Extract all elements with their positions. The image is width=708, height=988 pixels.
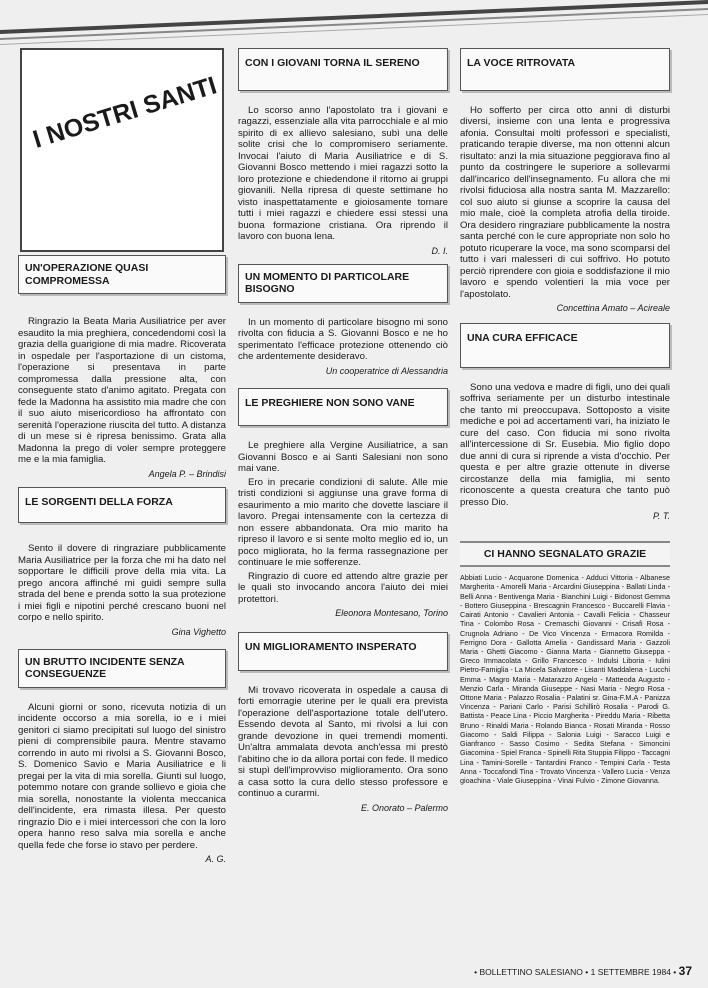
article-signature: E. Onorato – Palermo <box>360 802 448 813</box>
column-right <box>460 48 670 785</box>
article <box>460 48 670 313</box>
article-signature: A. G. <box>205 854 226 865</box>
page-number: 37 <box>678 964 692 978</box>
article-signature: D. I. <box>431 245 448 256</box>
article-heading: UN'OPERAZIONE QUASI COMPROMESSA <box>18 255 226 294</box>
footer-publication: • BOLLETTINO SALESIANO • 1 SETTEMBRE 1984 • <box>474 967 677 977</box>
section-title: I NOSTRI SANTI <box>29 71 220 154</box>
grazie-list <box>460 541 670 785</box>
article-signature: Concettina Amato – Acireale <box>556 303 670 314</box>
article-heading: CON I GIOVANI TORNA IL SERENO <box>238 48 448 91</box>
article <box>18 649 226 865</box>
article <box>238 48 448 256</box>
article-body: Lo scorso anno l'apostolato tra i giovani e ragazzi, essenziale alla vita parrocchiale e al mio spirito di ex allievo salesiano, subì una delle solite crisi che lo compromisero seriamente. Invocai l'aiuto di Maria Ausiliatrice e di S. Giovanni Bosco mettendo i miei ragazzi sotto la loro protezione e chiedendone il ritorno ai gruppi giovanili. Nella ripresa di queste settimane ho visto inaspettatamente e gioiosamente tornare tutti i miei ragazzi e chiedere essi stessi una buona formazione cristiana. Ora riprendo il lavoro con buona lena. <box>238 104 448 243</box>
article-signature: Eleonora Montesano, Torino <box>335 608 448 619</box>
article <box>238 264 448 376</box>
article-body: Sono una vedova e madre di figli, uno dei quali soffriva seriamente per un disturbo intestinale che tanto mi preoccupava. Sottoposto a visite mediche e poi ad accertamenti vari, ha iniziato le cure del caso. Con fiducia mi sono rivolta all'intercessione di Sr. Eusebia. Mio figlio dopo due anni di cura si riprende a vista d'occhio. Per questa e per altre grazie ottenute in diverse circostanze della mia famiglia, mi sento riconoscente a questa creatura che tanto può presso Dio. <box>460 381 670 508</box>
article-body: In un momento di particolare bisogno mi sono rivolta con fiducia a S. Giovanni Bosco e ne ho sperimentato l'efficace protezione ottenendo ciò che ardentemente desideravo. <box>238 316 448 363</box>
grazie-heading: CI HANNO SEGNALATO GRAZIE <box>460 541 670 567</box>
article-heading: LE SORGENTI DELLA FORZA <box>18 487 226 524</box>
article-heading: LA VOCE RITROVATA <box>460 48 670 91</box>
article-signature: Angela P. – Brindisi <box>148 468 226 479</box>
column-left <box>18 255 226 864</box>
article <box>238 632 448 813</box>
article <box>18 255 226 479</box>
article-body: Ho sofferto per circa otto anni di disturbi diversi, insieme con una lenta e progressiva afonia. Consultai molti professori e specialisti, praticando terapie diverse, ma non ottenni alcun risultato: anzi la mia situazione peggiorava fino al punto da costringere le superiore a sollevarmi dall'incarico dell'insegnamento. Fu allora che mi rivolsi fiduciosa alla nostra santa M. Mazzarello: col suo aiuto si giunse a scoprire la causa del mio male, cioè la completa atrofia della tiroide. Ora desidero ringraziare pubblicamente la nostra santa perché con le cure appropriate non solo ho potuto ricuperare la voce, ma sono scomparsi del tutto i vari malesseri di cui soffrivo. Ho potuto perciò riprendere con gioia e soddisfazione il mio lavoro e spendo volentieri la mia voce per l'apostolato. <box>460 104 670 300</box>
article <box>238 388 448 619</box>
column-middle <box>238 48 448 813</box>
article-body: Sento il dovere di ringraziare pubblicamente Maria Ausiliatrice per la forza che mi ha dato nel sopportare le difficili prove della mia vita. La prego ancora affinché mi guidi sempre sulla strada del bene e prenda sotto la sua protezione i miei figli e nipotini perché crescano buoni nel corpo e nello spirito. <box>18 543 226 624</box>
article-body: Alcuni giorni or sono, ricevuta notizia di un incidente occorso a mia sorella, io e i miei genitori ci siamo precipitati sul luogo del sinistro pieni di comprensibile paura. Mentre stavamo correndo in auto mi rivolsi a S. Giovanni Bosco, S. Domenico Savio e Maria Ausiliatrice e li pregai per la vita di mia sorella. Giunti sul luogo, potemmo notare con grande sollievo e gioia che mia sorella, nonostante la violenta meccanica dell'incidente, era rimasta illesa. Per questo ringrazio Dio e i miei intercessori che con la loro opera hanno reso salva mia sorella e anche quella fede che forse io stavo per perdere. <box>18 701 226 851</box>
article-heading: UN MOMENTO DI PARTICOLARE BISOGNO <box>238 264 448 303</box>
article <box>18 487 226 637</box>
article-signature: P. T. <box>652 511 670 522</box>
article-body: Ringrazio la Beata Maria Ausiliatrice per aver esaudito la mia preghiera, concedendomi così la grazia della guarigione di mia madre. Ricoverata in ospedale per l'asportazione di un cistoma, l'operazione si presentava in parte compromessa dalla pressione alta, con conseguente stato d'animo agitato. Pregata con fede la Madonna ha assistito mia madre che con il suo aiuto misericordioso ha affrontato con serenità l'operazione riuscita del tutto. A distanza di un mese si è ripresa benissimo. Grata alla Madonna la prego di voler sempre proteggere me e la mia famiglia. <box>18 316 226 466</box>
article-signature: Un cooperatrice di Alessandria <box>325 365 448 376</box>
article-signature: Gina Vighetto <box>171 626 226 637</box>
article <box>460 323 670 521</box>
article-heading: UN MIGLIORAMENTO INSPERATO <box>238 632 448 671</box>
article-body: Le preghiere alla Vergine Ausiliatrice, a san Giovanni Bosco e ai Santi Salesiani non sono mai vane. <box>238 440 448 475</box>
article-body: Ringrazio di cuore ed attendo altre grazie per le quali sto invocando ancora l'aiuto dei miei protettori. <box>238 570 448 605</box>
article-body: Ero in precarie condizioni di salute. Alle mie tristi condizioni si aggiunse una grave forma di esaurimento a mio marito che dovette lasciare il lavoro. Pregai intensamente con la certezza di non essere abbandonata. Ora mio marito ha ripreso il lavoro e si sente molto meglio ed io, un poco migliorata, ho la ferma rassegnazione per continuare le mie sofferenze. <box>238 476 448 569</box>
article-body: Mi trovavo ricoverata in ospedale a causa di forti emorragie uterine per le quali era prevista l'operazione dell'asportazione totale dell'utero. Essendo devota al Santo, mi rivolsi a lui con grande devozione in quei tremendi momenti. Un'altra ammalata devota anch'essa mi prestò l'abitino che io da allora portai con fede. Il medico si stupì dell'improvviso miglioramento. Ora sono a casa sotto la cura dello stesso professore e continuo a curarmi. <box>238 684 448 800</box>
article-heading: LE PREGHIERE NON SONO VANE <box>238 388 448 427</box>
article-heading: UN BRUTTO INCIDENTE SENZA CONSEGUENZE <box>18 649 226 688</box>
article-heading: UNA CURA EFFICACE <box>460 323 670 368</box>
page-footer <box>474 964 692 978</box>
grazie-names: Abbiati Lucio - Acquarone Domenica - Adduci Vittoria - Albanese Margherita - Amorelli Maria - Arcardini Giuseppina - Ballati Linda - Belli Anna - Bentivenga Maria - Bianchini Luigi - Bidonost Gemma - Bottero Giuseppina - Brescagnin Francesco - Buccarelli Flavia - Cairati Antonio - Cavalieri Antonia - Cavalli Felicia - Chasseur Tina - Colombo Rosa - Cremaschi Giovanni - Crisafi Rosa - Crugnola Adriano - De Vico Vincenza - Ermacora Romilda - Ferrigno Dora - Gallotta Amelia - Gandissard Maria - Gazzoli Maria - Ghetti Giacomo - Gianna Marta - Giannetto Giuseppa - Greco Immacolata - Grillo Francesco - Indulsi Liboria - Iulini Pietro-Famiglia - La Micela Salvatore - Lisanti Maddalena - Lucchi Emma - Magro Maria - Matarazzo Angelo - Matteoda Augusto - Menzio Carla - Miranda Giuseppe - Nasi Maria - Negro Rosa - Ottone Maria - Palazzo Rosalia - Palatini sr. Gina-F.M.A - Panizza Vincenza - Pariani Carlo - Parisi Schillirò Rosalia - Parodi G. Battista - Peace Lina - Piccio Margherita - Pireddu Maria - Ribetta Bruno - Rinaldi Maria - Rolando Bianca - Rosati Miranda - Rosso Giacomo - Saldi Filippa - Salonia Luigi - Saracco Luigi e Gianfranco - Sasso Cosimo - Sedita Stefana - Simoncini Giacomina - Spiel Franca - Spinelli Rita Stuppia Filippo - Taccagni Lina - Tamini-Sorelle - Tantardini Franco - Tempini Carla - Testa Anna - Toccafondi Tina - Trovato Vincenza - Vallero Lucia - Venza gioachina - Viale Giuseppina - Vinai Fulvio - Zimone Giovanna. <box>460 573 670 785</box>
